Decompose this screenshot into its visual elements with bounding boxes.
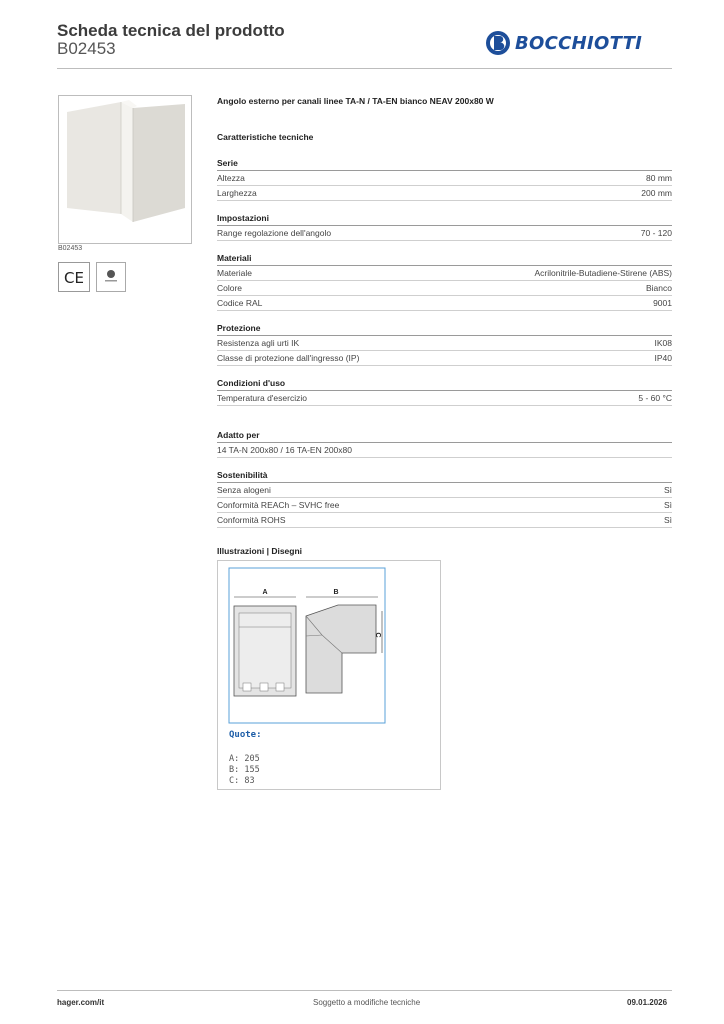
spec-label: Senza alogeni — [217, 485, 271, 495]
spec-section-title: Serie — [217, 158, 672, 171]
spec-row — [217, 171, 672, 186]
spec-label: Altezza — [217, 173, 245, 183]
spec-value: 200 mm — [641, 188, 672, 198]
spec-row — [217, 336, 672, 351]
brand-logo — [485, 28, 670, 58]
spec-section — [217, 253, 672, 311]
spec-label: Temperatura d'esercizio — [217, 393, 307, 403]
quote-a: A: 205 — [229, 754, 260, 764]
spec-row — [217, 296, 672, 311]
spec-value: Bianco — [646, 283, 672, 293]
spec-row — [217, 226, 672, 241]
spec-row — [217, 391, 672, 406]
certification-icon — [96, 262, 126, 292]
product-photo — [58, 95, 192, 244]
spec-label: Colore — [217, 283, 243, 293]
spec-label: 14 TA-N 200x80 / 16 TA-EN 200x80 — [217, 445, 352, 455]
spec-value: 9001 — [653, 298, 672, 308]
dim-label-a: A — [262, 589, 268, 596]
illustrations-heading: Illustrazioni | Disegni — [217, 546, 303, 556]
spec-value: Sì — [663, 515, 672, 525]
product-title: Angolo esterno per canali linee TA-N / TA-EN bianco NEAV 200x80 W — [217, 96, 494, 106]
spec-section — [217, 323, 672, 366]
spec-section — [217, 378, 672, 406]
spec-label: Conformità ROHS — [217, 515, 286, 525]
spec-label: Range regolazione dell'angolo — [217, 228, 332, 238]
spec-label: Codice RAL — [217, 298, 263, 308]
footer-website[interactable]: hager.com/it — [57, 998, 105, 1007]
technical-heading: Caratteristiche tecniche — [217, 132, 314, 142]
spec-section-title: Protezione — [217, 323, 672, 336]
dim-label-c: C — [374, 632, 381, 638]
spec-value: IP40 — [654, 353, 672, 363]
quote-b: B: 155 — [229, 765, 260, 775]
spec-row — [217, 483, 672, 498]
spec-sections — [217, 158, 672, 528]
spec-section-title: Adatto per — [217, 430, 672, 443]
spec-value: IK08 — [654, 338, 672, 348]
spec-section-title: Materiali — [217, 253, 672, 266]
brand-logo-icon — [485, 30, 511, 56]
technical-content — [217, 96, 672, 556]
spec-value: 80 mm — [646, 173, 672, 183]
quote-c: C: 83 — [229, 776, 255, 786]
photo-code-label: B02453 — [58, 245, 83, 252]
ce-mark-icon — [58, 262, 90, 292]
spec-row — [217, 351, 672, 366]
spec-row — [217, 186, 672, 201]
spec-row — [217, 266, 672, 281]
page-title: Scheda tecnica del prodotto — [57, 21, 285, 40]
spec-row — [217, 443, 672, 458]
spec-section — [217, 430, 672, 458]
spec-section-title: Sostenibilità — [217, 470, 672, 483]
header-divider — [57, 68, 672, 69]
spec-section-title: Condizioni d'uso — [217, 378, 672, 391]
spec-label: Materiale — [217, 268, 252, 278]
spec-value: Sì — [663, 500, 672, 510]
spec-value: 70 - 120 — [640, 228, 672, 238]
footer-disclaimer: Soggetto a modifiche tecniche — [313, 998, 421, 1007]
spec-row — [217, 281, 672, 296]
spec-section-title: Impostazioni — [217, 213, 672, 226]
spec-label: Resistenza agli urti IK — [217, 338, 300, 348]
product-code: B02453 — [57, 39, 116, 58]
spec-value: 5 - 60 °C — [638, 393, 672, 403]
spec-label: Classe di protezione dall'ingresso (IP) — [217, 353, 360, 363]
ce-mark-text: CE — [64, 269, 84, 287]
spec-section — [217, 213, 672, 241]
spec-label: Larghezza — [217, 188, 257, 198]
spec-value: Sì — [663, 485, 672, 495]
spec-label: Conformità REACh – SVHC free — [217, 500, 340, 510]
spec-section — [217, 470, 672, 528]
quote-title: Quote: — [229, 730, 262, 740]
brand-name: BOCCHIOTTI — [515, 32, 643, 54]
footer-divider — [57, 990, 672, 991]
dim-label-b: B — [333, 589, 339, 596]
footer-date: 09.01.2026 — [627, 998, 668, 1007]
dimension-drawing — [217, 560, 441, 790]
spec-row — [217, 513, 672, 528]
spec-section — [217, 158, 672, 201]
spec-value: Acrilonitrile-Butadiene-Stirene (ABS) — [534, 268, 672, 278]
spec-row — [217, 498, 672, 513]
